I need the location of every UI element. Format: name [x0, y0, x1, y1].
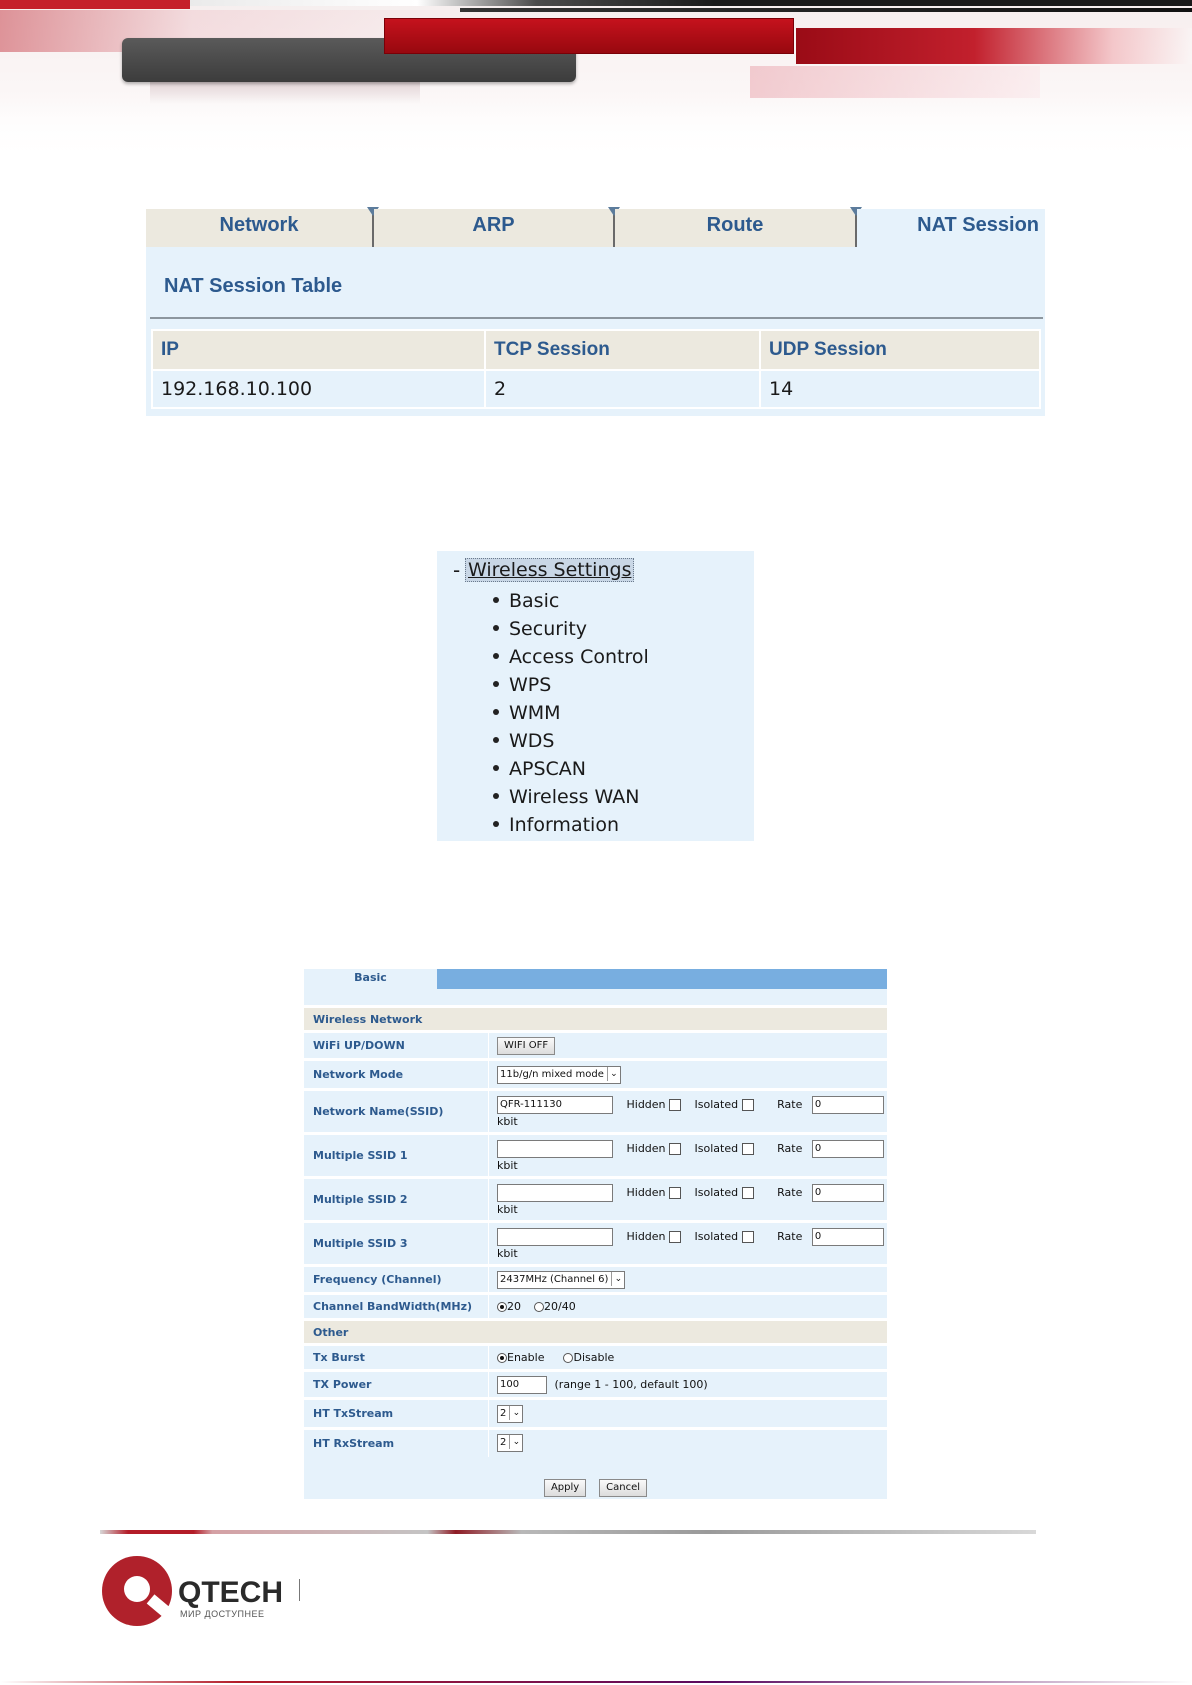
- cancel-button[interactable]: Cancel: [599, 1479, 647, 1497]
- ht-txstream-value: 2: [500, 1407, 507, 1419]
- isolated-checkbox[interactable]: [742, 1143, 754, 1155]
- nat-session-panel: [146, 209, 1045, 416]
- network-mode-value: 11b/g/n mixed mode: [500, 1068, 604, 1080]
- kbit-unit: kbit: [497, 1202, 518, 1216]
- hidden-checkbox[interactable]: [669, 1187, 681, 1199]
- rate-label: Rate: [777, 1097, 803, 1111]
- page-bottom-stripe: [0, 1681, 1192, 1683]
- menu-list: [493, 587, 649, 839]
- section-wireless-network: [304, 1007, 887, 1032]
- ht-rxstream-value: 2: [500, 1437, 507, 1449]
- basic-settings-table: [304, 1005, 887, 1457]
- tx-burst-enable-radio[interactable]: [497, 1353, 507, 1363]
- cell-tcp-session: 2: [485, 370, 760, 408]
- multiple-ssid-1-input[interactable]: [497, 1140, 613, 1158]
- isolated-label: Isolated: [694, 1185, 739, 1199]
- menu-item-label: Security: [509, 618, 588, 640]
- menu-item-label: WMM: [509, 702, 561, 724]
- rate-input[interactable]: 0: [812, 1140, 884, 1158]
- nat-tab-bar: [146, 209, 1045, 247]
- bandwidth-2040-label: 20/40: [544, 1300, 576, 1313]
- column-header-tcp: TCP Session: [485, 330, 760, 370]
- rate-input[interactable]: 0: [812, 1096, 884, 1114]
- section-other: [304, 1320, 887, 1345]
- hidden-label: Hidden: [626, 1141, 666, 1155]
- header-pink-band: [750, 66, 1040, 98]
- row-ht-rxstream: [304, 1429, 887, 1457]
- bullet-icon: [493, 681, 499, 687]
- menu-item-basic[interactable]: [493, 587, 649, 615]
- row-tx-burst: [304, 1345, 887, 1371]
- header-fade: [0, 96, 1192, 160]
- ht-rxstream-label: HT RxStream: [304, 1429, 489, 1457]
- bullet-icon: [493, 625, 499, 631]
- network-mode-label: Network Mode: [304, 1060, 489, 1090]
- frequency-label: Frequency (Channel): [304, 1266, 489, 1294]
- column-header-udp: UDP Session: [760, 330, 1040, 370]
- menu-header[interactable]: [453, 558, 634, 582]
- qtech-logo-icon-hole: [124, 1576, 150, 1602]
- kbit-unit: kbit: [497, 1246, 518, 1260]
- row-wifi-updown: [304, 1032, 887, 1060]
- bandwidth-2040-radio[interactable]: [534, 1302, 544, 1312]
- ht-txstream-cell: [489, 1399, 888, 1429]
- hidden-label: Hidden: [626, 1229, 666, 1243]
- basic-wireless-form: [304, 969, 887, 1499]
- tx-burst-label: Tx Burst: [304, 1345, 489, 1371]
- network-mode-select[interactable]: [497, 1066, 621, 1084]
- menu-item-apscan[interactable]: [493, 755, 649, 783]
- footer-separator: [299, 1579, 300, 1601]
- rate-label: Rate: [777, 1141, 803, 1155]
- hidden-checkbox[interactable]: [669, 1231, 681, 1243]
- multiple-ssid-2-label: Multiple SSID 2: [304, 1178, 489, 1222]
- nat-session-table: [151, 329, 1041, 409]
- apply-button[interactable]: Apply: [544, 1479, 586, 1497]
- tx-burst-enable-label: Enable: [507, 1351, 545, 1364]
- menu-item-access-control[interactable]: [493, 643, 649, 671]
- chevron-down-icon: ⌄: [509, 1435, 522, 1449]
- qtech-logo-wordmark: QTECH: [178, 1576, 283, 1609]
- row-frequency: [304, 1266, 887, 1294]
- isolated-checkbox[interactable]: [742, 1099, 754, 1111]
- bullet-icon: [493, 793, 499, 799]
- nat-title-divider: [150, 317, 1043, 319]
- menu-item-label: WDS: [509, 730, 555, 752]
- multiple-ssid-2-input[interactable]: [497, 1184, 613, 1202]
- header-dark-stripe: [460, 8, 1192, 12]
- tab-basic[interactable]: Basic: [304, 969, 437, 991]
- ssid-label: Network Name(SSID): [304, 1090, 489, 1134]
- menu-item-wmm[interactable]: [493, 699, 649, 727]
- wireless-settings-menu: [437, 551, 754, 841]
- multiple-ssid-3-label: Multiple SSID 3: [304, 1222, 489, 1266]
- row-tx-power: [304, 1371, 887, 1399]
- multiple-ssid-1-cell: [489, 1134, 888, 1178]
- cell-udp-session: 14: [760, 370, 1040, 408]
- tab-network[interactable]: Network: [146, 209, 372, 247]
- menu-item-wireless-wan[interactable]: [493, 783, 649, 811]
- wifi-off-button[interactable]: WIFI OFF: [497, 1037, 555, 1055]
- kbit-unit: kbit: [497, 1158, 518, 1172]
- row-ht-txstream: [304, 1399, 887, 1429]
- table-row: [152, 370, 1040, 408]
- collapse-icon[interactable]: -: [453, 558, 461, 582]
- chevron-down-icon: ⌄: [509, 1406, 522, 1420]
- bullet-icon: [493, 821, 499, 827]
- bullet-icon: [493, 737, 499, 743]
- tx-burst-cell: [489, 1345, 888, 1371]
- column-header-ip: IP: [152, 330, 485, 370]
- row-multiple-ssid-1: [304, 1134, 887, 1178]
- row-network-mode: [304, 1060, 887, 1090]
- ht-rxstream-cell: [489, 1429, 888, 1457]
- section-title: Other: [304, 1320, 887, 1345]
- menu-item-label: Information: [509, 814, 619, 836]
- isolated-checkbox[interactable]: [742, 1187, 754, 1199]
- network-mode-cell: [489, 1060, 888, 1090]
- multiple-ssid-2-cell: [489, 1178, 888, 1222]
- qtech-logo-tagline: МИР ДОСТУПНЕЕ: [180, 1609, 265, 1619]
- row-multiple-ssid-3: [304, 1222, 887, 1266]
- ht-rxstream-select[interactable]: [497, 1434, 523, 1452]
- isolated-label: Isolated: [694, 1229, 739, 1243]
- isolated-label: Isolated: [694, 1141, 739, 1155]
- tx-power-hint: (range 1 - 100, default 100): [554, 1377, 708, 1391]
- cell-ip: 192.168.10.100: [152, 370, 485, 408]
- frequency-cell: [489, 1266, 888, 1294]
- rate-input[interactable]: 0: [812, 1184, 884, 1202]
- multiple-ssid-1-label: Multiple SSID 1: [304, 1134, 489, 1178]
- channel-bandwidth-label: Channel BandWidth(MHz): [304, 1294, 489, 1320]
- tx-burst-disable-radio[interactable]: [563, 1353, 573, 1363]
- tab-route[interactable]: Route: [615, 209, 855, 247]
- hidden-checkbox[interactable]: [669, 1099, 681, 1111]
- rate-label: Rate: [777, 1185, 803, 1199]
- frequency-select[interactable]: [497, 1271, 625, 1289]
- tab-nat-session[interactable]: NAT Session: [857, 209, 1045, 247]
- row-ssid: [304, 1090, 887, 1134]
- chevron-down-icon: ⌄: [607, 1067, 620, 1081]
- chevron-down-icon: ⌄: [611, 1272, 624, 1286]
- menu-item-label: APSCAN: [509, 758, 586, 780]
- ssid-cell: [489, 1090, 888, 1134]
- ht-txstream-select[interactable]: [497, 1405, 523, 1423]
- multiple-ssid-3-cell: [489, 1222, 888, 1266]
- bullet-icon: [493, 653, 499, 659]
- wifi-updown-label: WiFi UP/DOWN: [304, 1032, 489, 1060]
- menu-item-label: Wireless WAN: [509, 786, 640, 808]
- section-title: Wireless Network: [304, 1007, 887, 1032]
- kbit-unit: kbit: [497, 1114, 518, 1128]
- isolated-checkbox[interactable]: [742, 1231, 754, 1243]
- bandwidth-20-radio[interactable]: [497, 1302, 507, 1312]
- tab-arp[interactable]: ARP: [374, 209, 613, 247]
- menu-item-security[interactable]: [493, 615, 649, 643]
- wifi-updown-cell: [489, 1032, 888, 1060]
- ht-txstream-label: HT TxStream: [304, 1399, 489, 1429]
- menu-item-label: WPS: [509, 674, 552, 696]
- hidden-label: Hidden: [626, 1097, 666, 1111]
- bullet-icon: [493, 597, 499, 603]
- menu-item-wps[interactable]: [493, 671, 649, 699]
- menu-item-label: Access Control: [509, 646, 649, 668]
- menu-item-information[interactable]: [493, 811, 649, 839]
- table-header-row: [152, 330, 1040, 370]
- rate-label: Rate: [777, 1229, 803, 1243]
- menu-item-label: Basic: [509, 590, 560, 612]
- channel-bandwidth-cell: [489, 1294, 888, 1320]
- tx-power-label: TX Power: [304, 1371, 489, 1399]
- tab-bar-strip: [437, 969, 887, 989]
- menu-title-wireless-settings[interactable]: Wireless Settings: [465, 558, 634, 582]
- bandwidth-20-label: 20: [507, 1300, 521, 1313]
- header-red-accent: [0, 0, 190, 9]
- ssid-input[interactable]: QFR-111130: [497, 1096, 613, 1114]
- row-multiple-ssid-2: [304, 1178, 887, 1222]
- isolated-label: Isolated: [694, 1097, 739, 1111]
- form-actions: [304, 1479, 887, 1497]
- hidden-label: Hidden: [626, 1185, 666, 1199]
- footer-divider: [100, 1530, 1036, 1534]
- bullet-icon: [493, 765, 499, 771]
- tx-burst-disable-label: Disable: [573, 1351, 615, 1364]
- row-channel-bandwidth: [304, 1294, 887, 1320]
- rate-input[interactable]: 0: [812, 1228, 884, 1246]
- menu-item-wds[interactable]: [493, 727, 649, 755]
- nat-table-title: NAT Session Table: [164, 275, 343, 297]
- header-red-bar: [384, 18, 794, 54]
- tx-power-cell: [489, 1371, 888, 1399]
- multiple-ssid-3-input[interactable]: [497, 1228, 613, 1246]
- frequency-value: 2437MHz (Channel 6): [500, 1273, 609, 1285]
- hidden-checkbox[interactable]: [669, 1143, 681, 1155]
- page-header-banner: [0, 0, 1192, 160]
- bullet-icon: [493, 709, 499, 715]
- tx-power-input[interactable]: 100: [497, 1376, 547, 1394]
- header-red-right-bar: [796, 28, 1192, 64]
